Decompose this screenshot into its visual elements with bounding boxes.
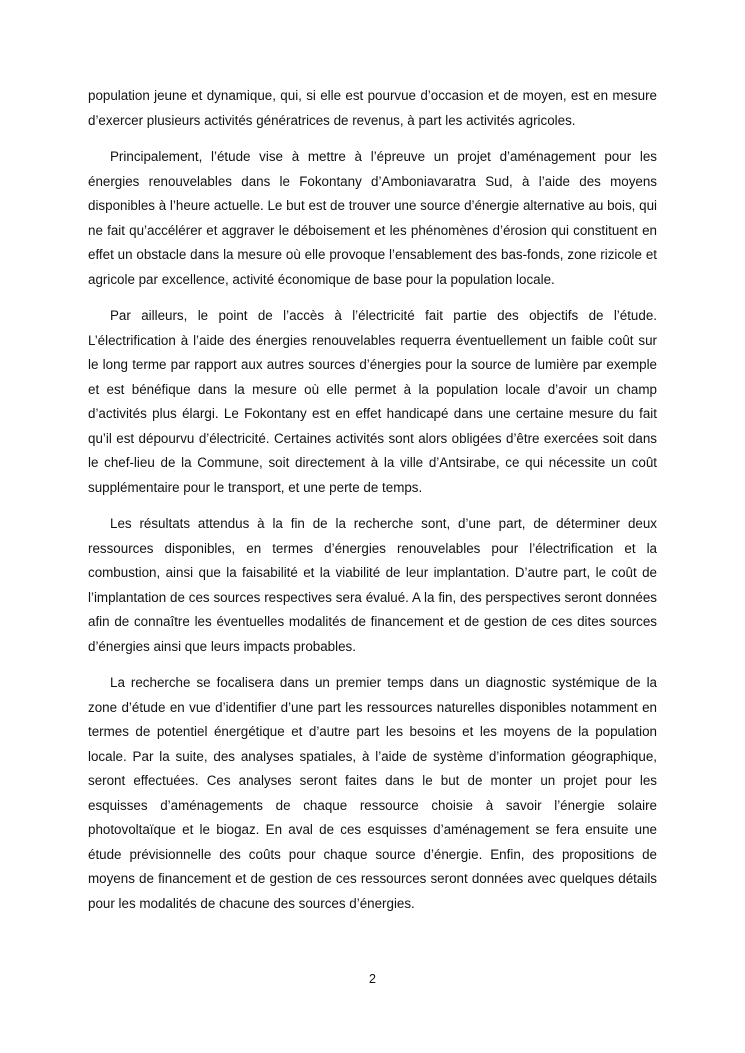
- paragraph-objective: Principalement, l’étude vise à mettre à l’épreuve un projet d’aménagement pour les énergies renouvelables dans le Fokontany d’Amboniavaratra Sud, à l’aide des moyens disponibles à l’heure actuelle. Le but est de trouver une source d’énergie alternative au bois, qui ne fait qu’accélérer et aggraver le déboisement et les phénomènes d’érosion qui constituent en effet un obstacle dans la mesure où elle provoque l’ensablement des bas-fonds, zone rizicole et agricole par excellence, activité économique de base pour la population locale.: [88, 149, 657, 287]
- paragraph-electrification: Par ailleurs, le point de l’accès à l’électricité fait partie des objectifs de l’étude. L’électrification à l’aide des énergies renouvelables requerra éventuellement un faible coût sur le long terme par rapport aux autres sources d’énergies pour la source de lumière par exemple et est bénéfique dans la mesure où elle permet à la population locale d’avoir un champ d’activités plus élargi. Le Fokontany est en effet handicapé dans une certaine mesure du fait qu’il est dépourvu d’électricité. Certaines activités sont alors obligées d’être exercées soit dans le chef-lieu de la Commune, soit directement à la ville d’Antsirabe, ce qui nécessite un coût supplémentaire pour le transport, et une perte de temps.: [88, 308, 657, 495]
- page-number: 2: [369, 972, 376, 986]
- paragraph-methodology: La recherche se focalisera dans un premier temps dans un diagnostic systémique de la zone d’étude en vue d’identifier d’une part les ressources naturelles disponibles notamment en termes de potentiel énergétique et d’autre part les besoins et les moyens de la population locale. Par la suite, des analyses spatiales, à l’aide de système d’information géographique, seront effectuées. Ces analyses seront faites dans le but de monter un projet pour les esquisses d’aménagements de chaque ressource choisie à savoir l’énergie solaire photovoltaïque et le biogaz. En aval de ces esquisses d’aménagement se fera ensuite une étude prévisionnelle des coûts pour chaque source d’énergie. Enfin, des propositions de moyens de financement et de gestion de ces ressources seront données avec quelques détails pour les modalités de chacune des sources d’énergies.: [88, 675, 657, 911]
- body-text: [88, 84, 657, 916]
- paragraph-continuation: population jeune et dynamique, qui, si elle est pourvue d’occasion et de moyen, est en mesure d’exercer plusieurs activités génératrices de revenus, à part les activités agricoles.: [88, 88, 657, 128]
- paragraph-expected-results: Les résultats attendus à la fin de la recherche sont, d’une part, de déterminer deux ressources disponibles, en termes d’énergies renouvelables pour l’électrification et la combustion, ainsi que la faisabilité et la viabilité de leur implantation. D’autre part, le coût de l’implantation de ces sources respectives sera évalué. A la fin, des perspectives seront données afin de connaître les éventuelles modalités de financement et de gestion de ces dites sources d’énergies ainsi que leurs impacts probables.: [88, 516, 657, 654]
